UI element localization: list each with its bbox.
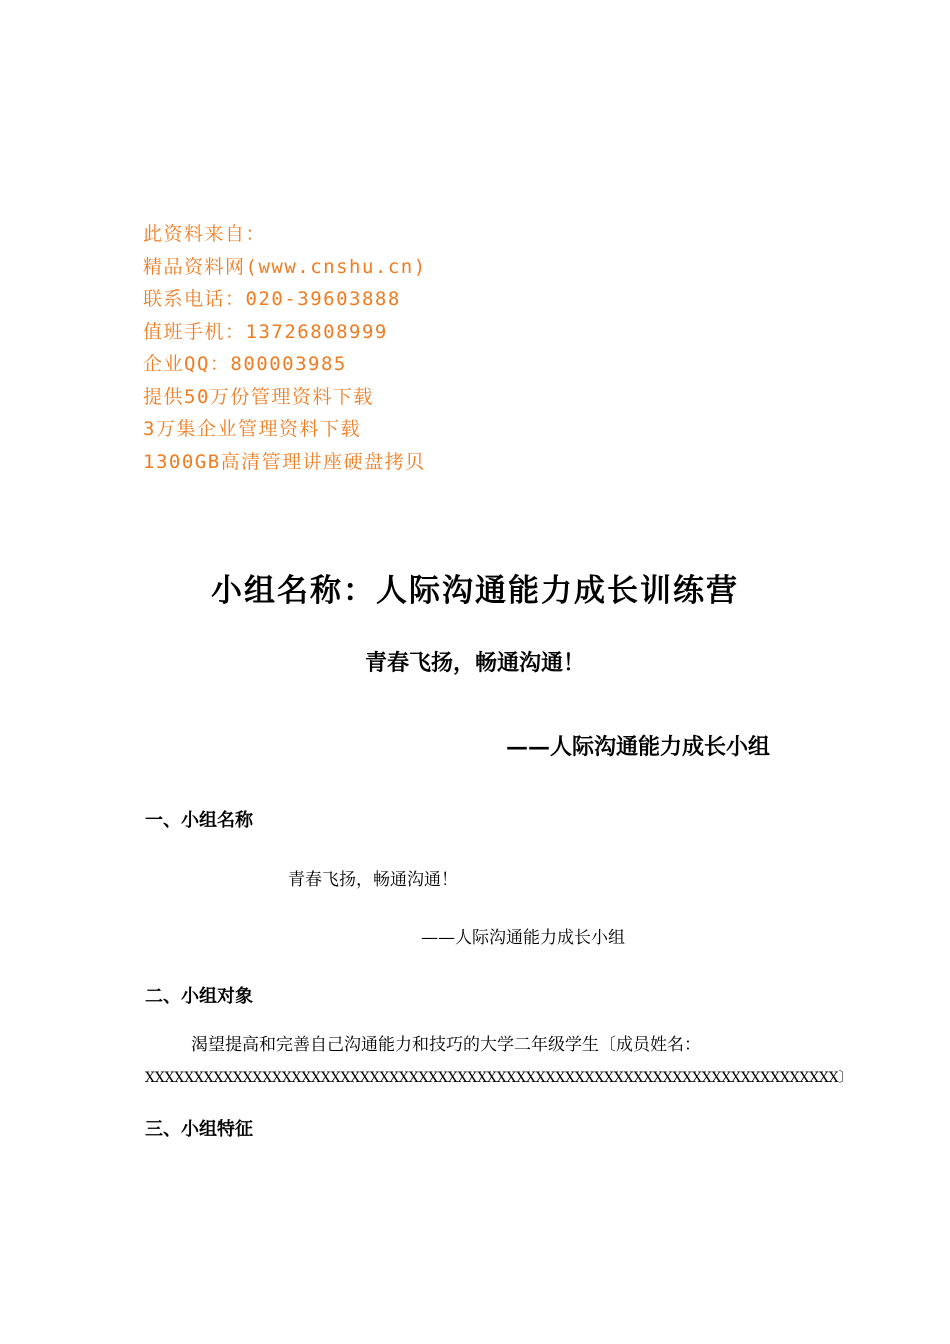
section-1-signature: ——人际沟通能力成长小组	[421, 928, 625, 948]
section-2-heading: 二、小组对象	[145, 986, 253, 1007]
promo-offer-line-3: 1300GB高清管理讲座硬盘拷贝	[143, 450, 426, 473]
section-2-paragraph-line-1: 渴望提高和完善自己沟通能力和技巧的大学二年级学生〔成员姓名：	[191, 1035, 701, 1055]
header-signature: ——人际沟通能力成长小组	[505, 734, 770, 760]
section-3-heading: 三、小组特征	[145, 1119, 253, 1140]
promo-block	[143, 218, 743, 478]
document-title: 小组名称：人际沟通能力成长训练营	[211, 573, 739, 609]
section-1-heading: 一、小组名称	[145, 810, 253, 831]
promo-offer-line-2: 3万集企业管理资料下载	[143, 418, 361, 440]
promo-offer-line-1: 提供50万份管理资料下载	[143, 385, 374, 408]
section-2-paragraph-line-2: XXXXXXXXXXXXXXXXXXXXXXXXXXXXXXXXXXXXXXXXXXXXXXXXXXXXXXXXXXXXXXXXXXXXXXX〕	[145, 1070, 853, 1086]
promo-mobile-line: 值班手机：13726808999	[143, 320, 388, 343]
promo-phone-line: 联系电话：020-39603888	[143, 288, 401, 310]
promo-qq-line: 企业QQ：800003985	[143, 353, 347, 375]
promo-source-line: 此资料来自：	[143, 223, 267, 245]
header-slogan: 青春飞扬，畅通沟通！	[364, 650, 585, 676]
promo-website-line: 精品资料网(www.cnshu.cn)	[143, 255, 427, 278]
section-1-slogan: 青春飞扬，畅通沟通！	[288, 870, 458, 890]
